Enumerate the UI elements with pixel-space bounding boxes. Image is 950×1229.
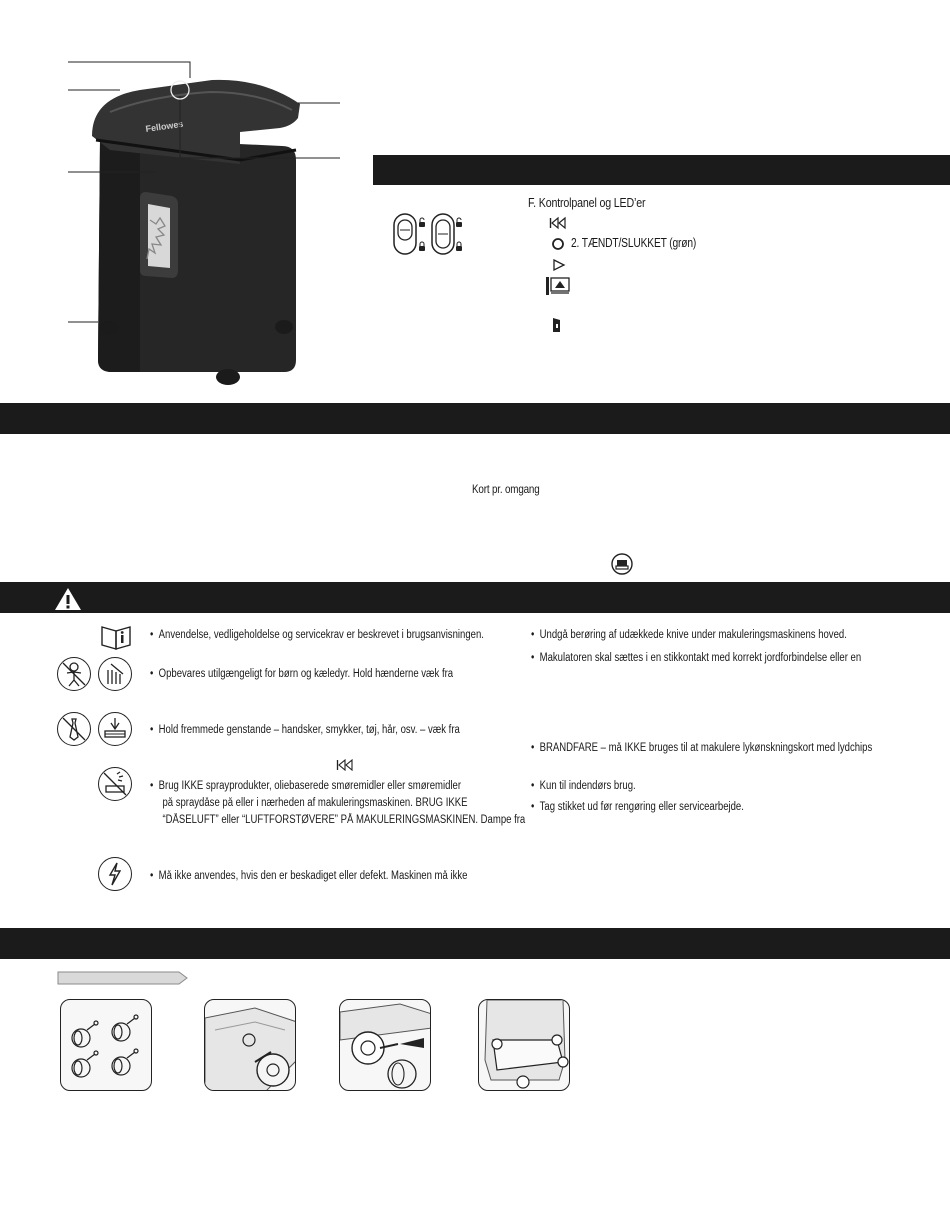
no-aerosol-icon bbox=[98, 767, 132, 801]
casters-step bbox=[60, 999, 152, 1091]
reverse-icon bbox=[549, 216, 567, 230]
safety-left-item-5: • Må ikke anvendes, hvis den er beskadiget eller defekt. Maskinen må ikke bbox=[150, 870, 468, 882]
section-header-bar-specs bbox=[0, 403, 950, 434]
safety-left-item-4: • Brug IKKE sprayprodukter, oliebaserede smøremidler eller smøremidler på spraydåse på eller i nærheden af makuleringsmaskinen. BRUG IKKE “DÅSELUFT” eller “LUFTFORSTØVERE” PÅ MAKULERINGSMASKINEN. Dampe fra bbox=[150, 780, 526, 826]
attach-step-2 bbox=[339, 999, 431, 1091]
safety-lock-switches bbox=[388, 212, 468, 260]
bin-full-icon bbox=[545, 276, 571, 296]
manual-icon bbox=[100, 623, 132, 651]
child-icon bbox=[57, 657, 91, 691]
door-open-icon bbox=[551, 316, 563, 334]
safety-right-item-2: • Makulatoren skal sættes i en stikkontakt med korrekt jordforbindelse eller en bbox=[531, 652, 862, 664]
attach-step-1 bbox=[204, 999, 296, 1091]
forward-icon bbox=[552, 258, 566, 272]
safety-right-item-3: • BRANDFARE – må IKKE bruges til at makulere lykønskningskort med lydchips bbox=[531, 742, 873, 754]
safety-right-item-4: • Kun til indendørs brug. bbox=[531, 780, 636, 792]
hand-feed-icon bbox=[98, 657, 132, 691]
safety-right-item-1: • Undgå berøring af udækkede knive under makuleringsmaskinens hoved. bbox=[531, 629, 847, 641]
shredder-illustration bbox=[40, 55, 360, 395]
shredder-bin-icon bbox=[610, 553, 634, 575]
no-tie-icon bbox=[57, 712, 91, 746]
control-label-power: 2. TÆNDT/SLUKKET (grøn) bbox=[571, 236, 697, 250]
section-header-bar-controls bbox=[373, 155, 950, 185]
safety-left-item-2: • Opbevares utilgængeligt for børn og kæledyr. Hold hænderne væk fra bbox=[150, 668, 454, 680]
section-header-bar-assembly bbox=[0, 928, 950, 959]
warning-icon bbox=[53, 586, 83, 612]
safety-left-item-3: • Hold fremmede genstande – handsker, smykker, tøj, hår, osv. – væk fra bbox=[150, 724, 460, 736]
section-header-bar-safety bbox=[0, 582, 950, 613]
reverse-icon-inline bbox=[336, 759, 354, 771]
foreign-objects-icon bbox=[98, 712, 132, 746]
attach-step-3 bbox=[478, 999, 570, 1091]
controls-title: F. Kontrolpanel og LED’er bbox=[528, 195, 646, 210]
electric-hazard-icon bbox=[98, 857, 132, 891]
step-arrow-banner bbox=[57, 969, 189, 987]
safety-left-item-1: • Anvendelse, vedligeholdelse og servicekrav er beskrevet i brugsanvisningen. bbox=[150, 629, 484, 641]
power-icon bbox=[551, 237, 565, 251]
brand-logo: Fellowes bbox=[144, 118, 184, 134]
safety-right-item-5: • Tag stikket ud før rengøring eller servicearbejde. bbox=[531, 801, 744, 813]
cards-per-pass-label: Kort pr. omgang bbox=[472, 482, 540, 496]
